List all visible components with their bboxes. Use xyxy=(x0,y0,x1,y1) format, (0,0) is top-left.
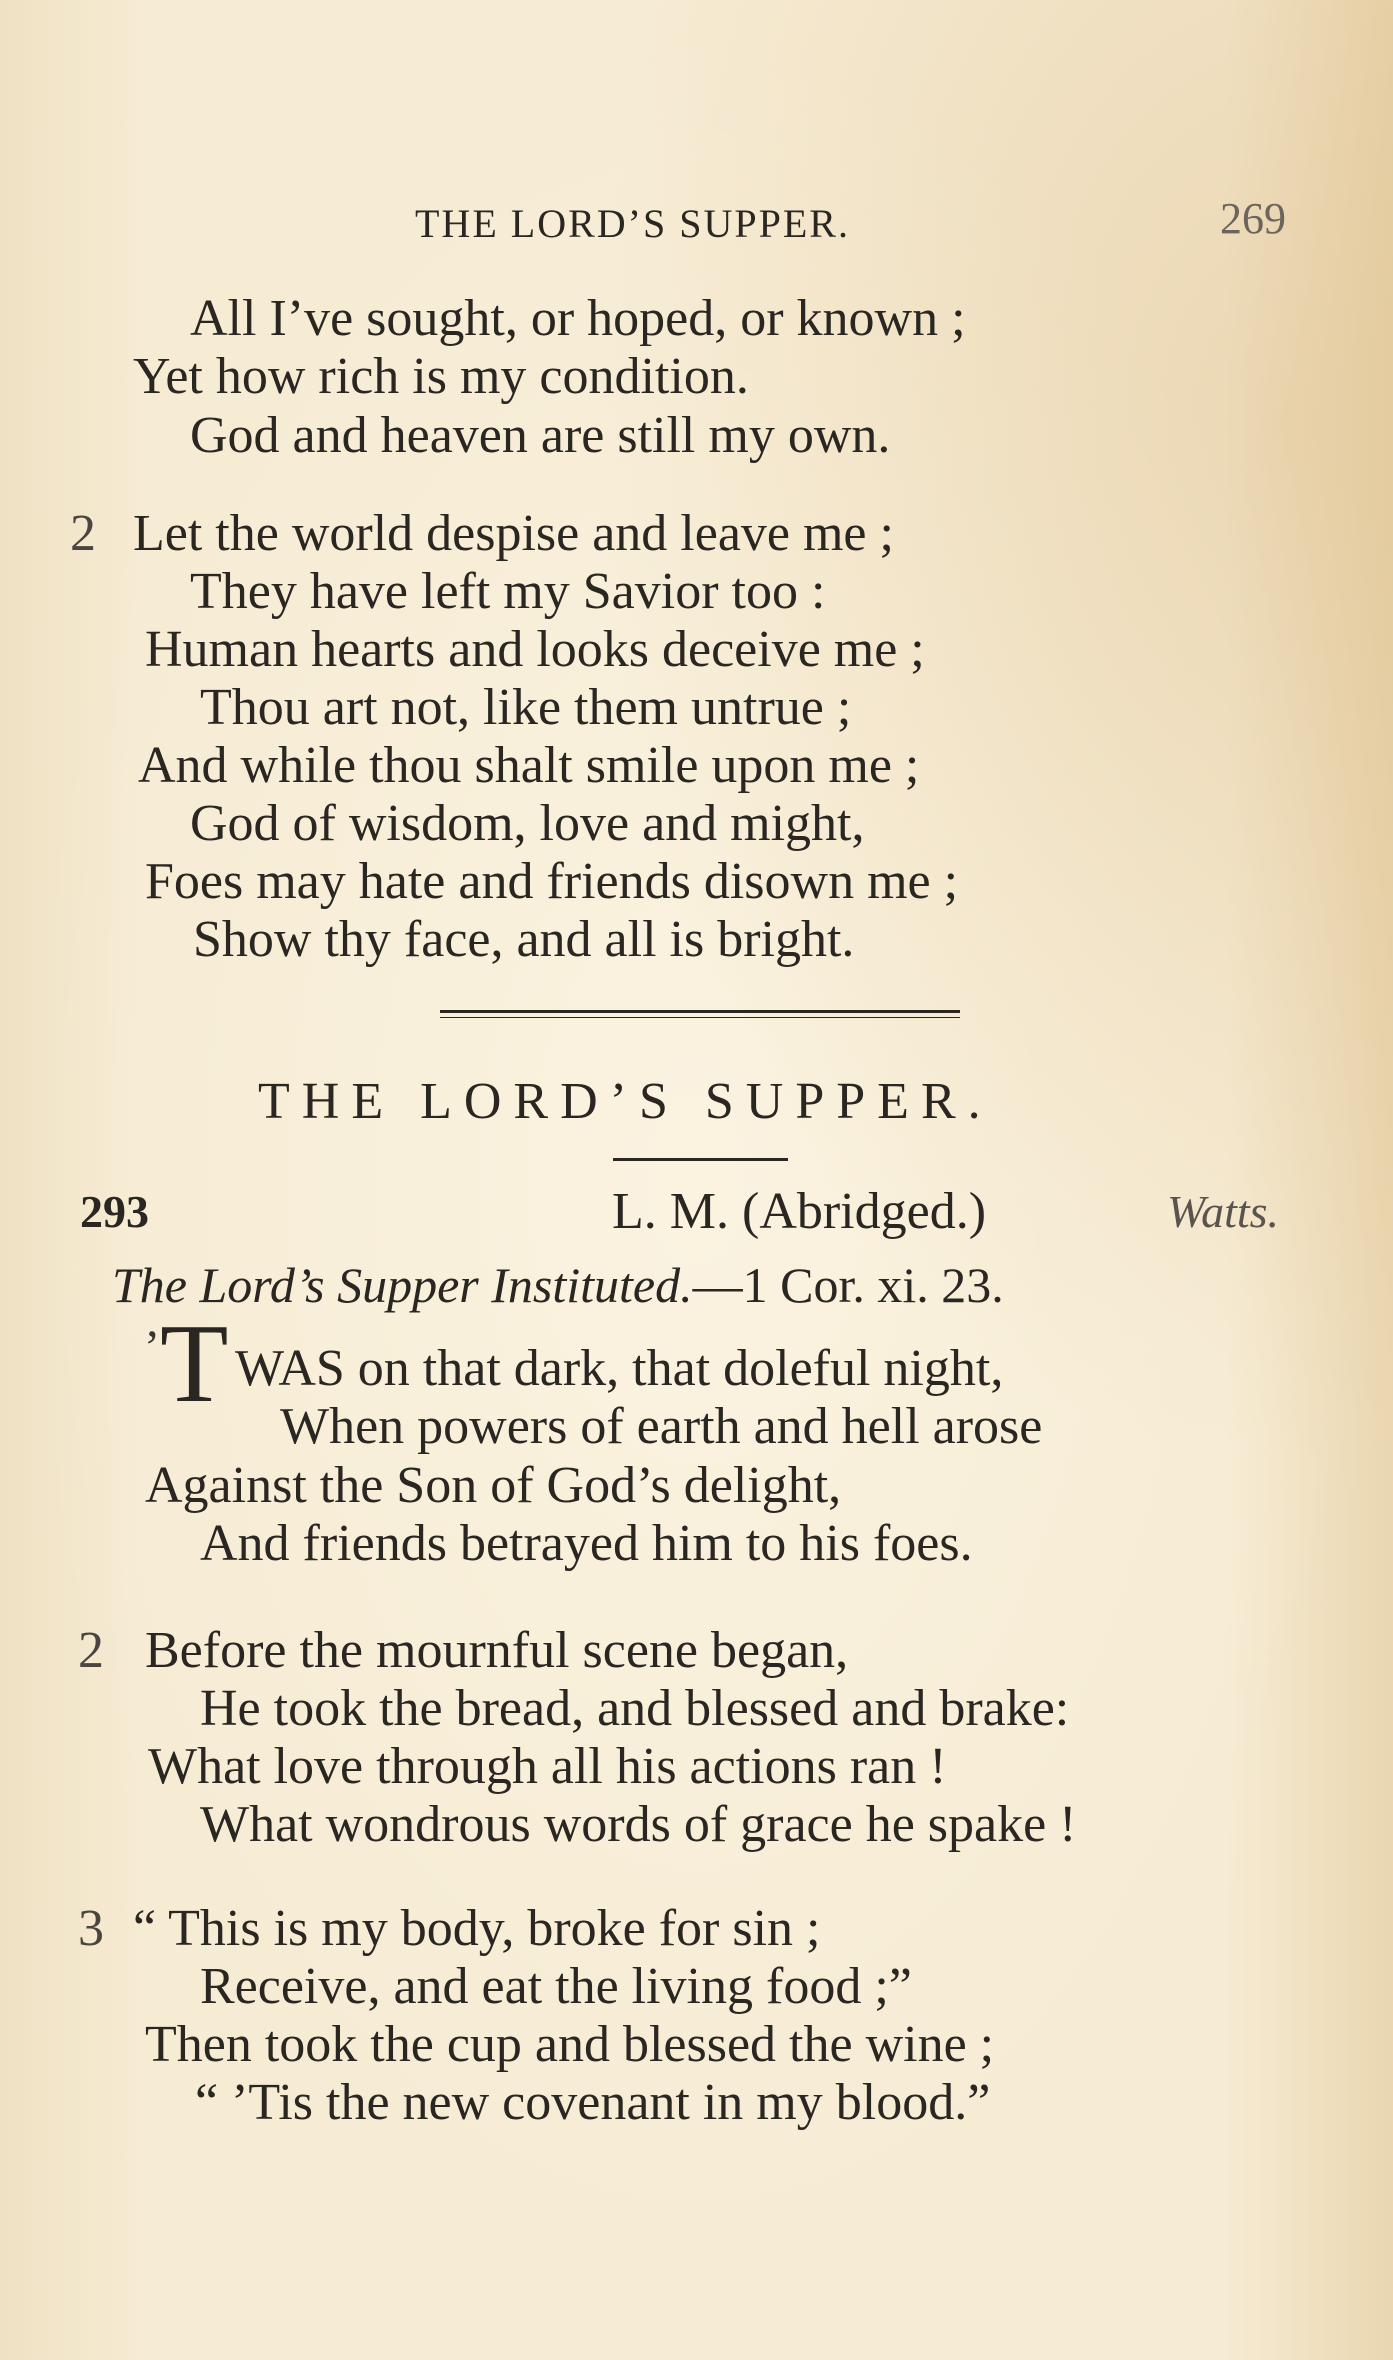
hymn-subtitle xyxy=(112,1256,1004,1314)
verse-number: 3 xyxy=(78,1900,104,1957)
verse-number: 2 xyxy=(70,505,96,562)
hymn-line: And while thou shalt smile upon me ; xyxy=(138,737,920,794)
hymn-number: 293 xyxy=(80,1186,149,1237)
hymn-line: And friends betrayed him to his foes. xyxy=(200,1515,973,1572)
hymn-line: What wondrous words of grace he spake ! xyxy=(200,1796,1077,1853)
hymn-line: He took the bread, and blessed and brake: xyxy=(200,1680,1070,1737)
hymn-line: They have left my Savior too : xyxy=(190,563,826,620)
hymn-line: Show thy face, and all is bright. xyxy=(193,911,855,968)
hymn-line: Before the mournful scene began, xyxy=(145,1622,849,1679)
hymn-line: Yet how rich is my condition. xyxy=(133,348,749,405)
hymn-line: Receive, and eat the living food ;” xyxy=(200,1958,912,2015)
open-quote: ’ xyxy=(144,1321,160,1374)
hymn-line: Let the world despise and leave me ; xyxy=(133,505,894,562)
hymn-line: Human hearts and looks deceive me ; xyxy=(145,621,925,678)
section-title: THE LORD’S SUPPER. xyxy=(258,1073,993,1130)
verse-number: 2 xyxy=(78,1622,104,1679)
hymn-line: God and heaven are still my own. xyxy=(190,407,891,464)
hymn-line: Against the Son of God’s delight, xyxy=(145,1457,842,1514)
hymn-subtitle-reference: —1 Cor. xi. 23. xyxy=(692,1257,1004,1313)
hymn-author: Watts. xyxy=(1167,1186,1280,1237)
hymn-line: God of wisdom, love and might, xyxy=(190,795,865,852)
hymn-subtitle-title: The Lord’s Supper Instituted. xyxy=(112,1257,693,1313)
hymn-line: What love through all his actions ran ! xyxy=(148,1738,947,1795)
section-divider xyxy=(440,1010,960,1013)
hymn-line: When powers of earth and hell arose xyxy=(280,1398,1043,1455)
running-title: THE LORD’S SUPPER. xyxy=(415,201,850,246)
hymn-line: WAS on that dark, that doleful night, xyxy=(235,1340,1004,1397)
hymn-line: All I’ve sought, or hoped, or known ; xyxy=(190,290,966,347)
page-number: 269 xyxy=(1220,194,1286,243)
title-underline xyxy=(613,1158,788,1161)
hymn-line: Thou art not, like them untrue ; xyxy=(200,679,852,736)
drop-cap: T xyxy=(160,1302,229,1426)
hymn-meter: L. M. (Abridged.) xyxy=(612,1183,987,1240)
hymn-line: “ This is my body, broke for sin ; xyxy=(133,1900,821,1957)
hymn-line: Foes may hate and friends disown me ; xyxy=(145,853,959,910)
hymn-line: “ ’Tis the new covenant in my blood.” xyxy=(195,2074,991,2131)
hymn-line: Then took the cup and blessed the wine ; xyxy=(145,2016,995,2073)
